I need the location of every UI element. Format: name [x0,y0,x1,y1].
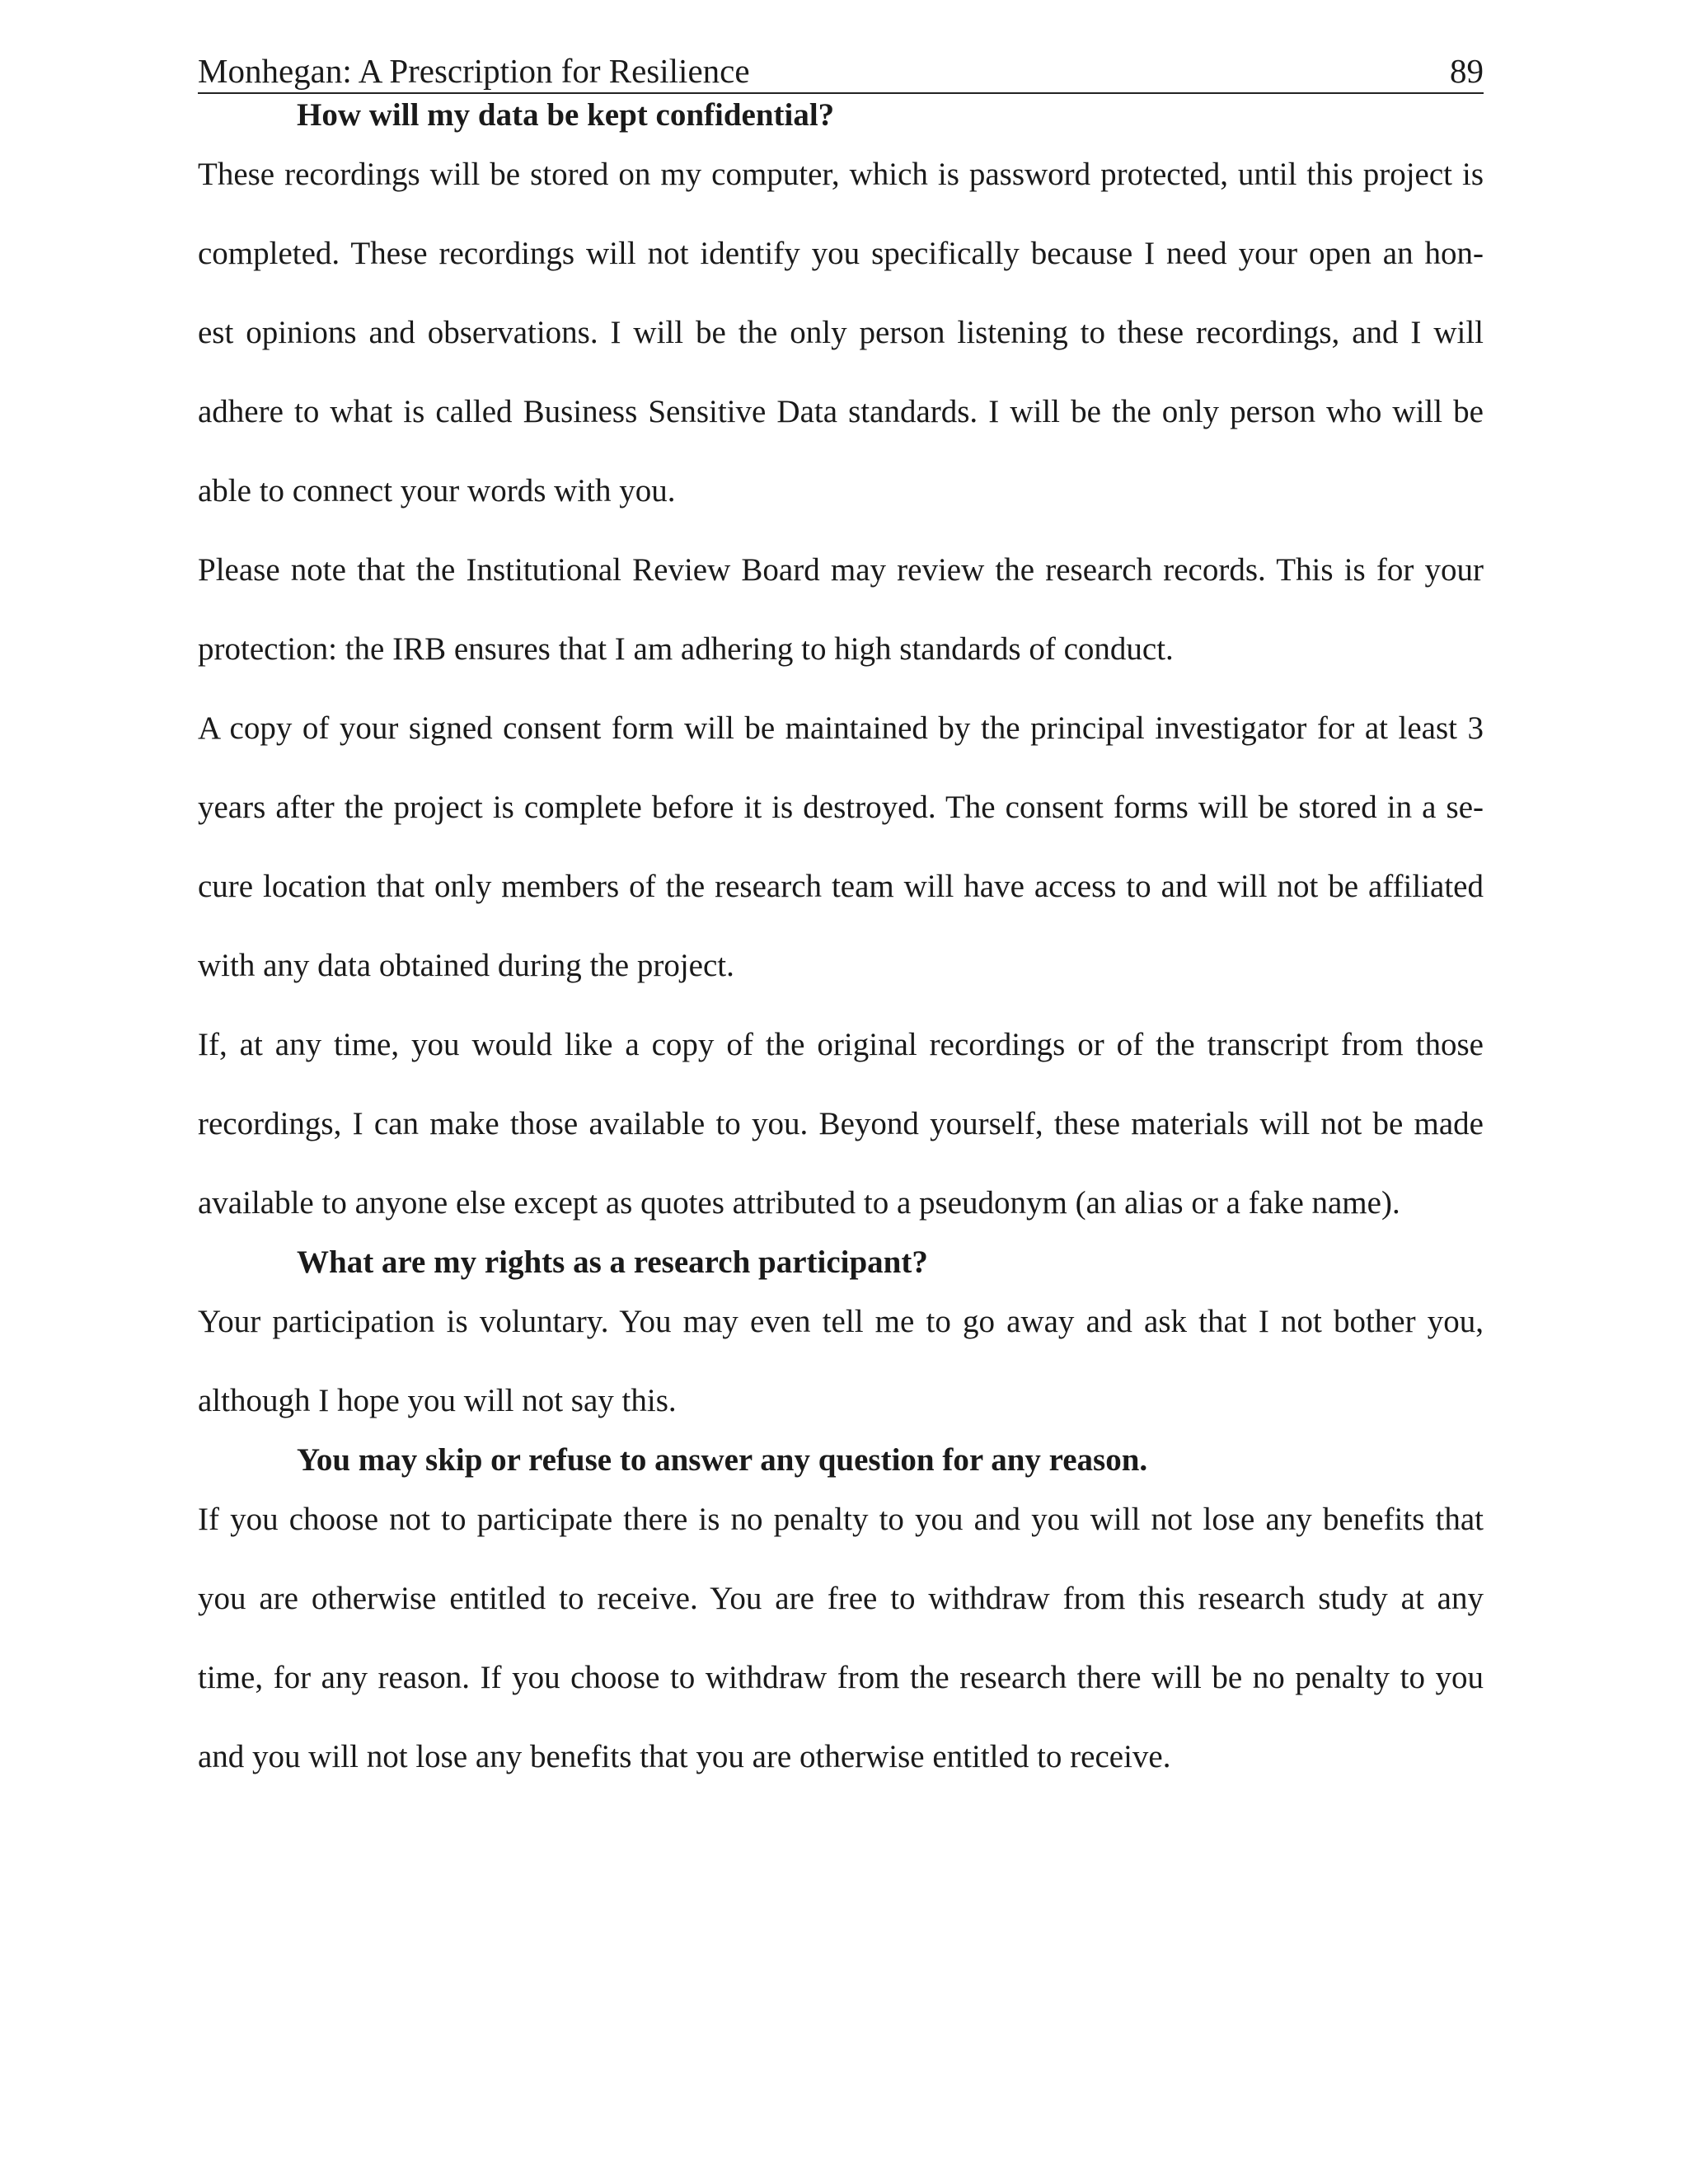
text-line: est opinions and observations. I will be the only person listening to these recordings, and I will [198,315,1484,350]
section-heading-confidential: How will my data be kept confidential? [297,97,835,133]
text-line: Please note that the Institutional Review Board may review the research records. This is for your [198,552,1484,588]
text-line: available to anyone else except as quotes attributed to a pseudonym (an alias or a fake name). [198,1185,1400,1221]
text-line: A copy of your signed consent form will be maintained by the principal investigator for at least 3 [198,710,1484,746]
text-line: years after the project is complete before it is destroyed. The consent forms will be stored in a se- [198,790,1484,825]
text-line: These recordings will be stored on my computer, which is password protected, until this project is [198,157,1484,192]
text-line: If, at any time, you would like a copy of the original recordings or of the transcript from those [198,1027,1484,1062]
section-heading-rights: What are my rights as a research participant? [297,1244,928,1280]
document-page [198,48,1484,1797]
text-line: and you will not lose any benefits that you are otherwise entitled to receive. [198,1739,1171,1774]
text-line: recordings, I can make those available to you. Beyond yourself, these materials will not be made [198,1106,1484,1141]
text-line: you are otherwise entitled to receive. You are free to withdraw from this research study at any [198,1581,1484,1616]
text-line: protection: the IRB ensures that I am adhering to high standards of conduct. [198,631,1174,667]
text-line: cure location that only members of the research team will have access to and will not be affiliated [198,869,1484,904]
paragraph-irb-review [198,531,1484,689]
page-number: 89 [1450,52,1484,90]
paragraph-voluntary-participation [198,1282,1484,1441]
paragraph-consent-form-retention [198,689,1484,1005]
text-line: able to connect your words with you. [198,473,676,509]
section-heading-skip-questions: You may skip or refuse to answer any question for any reason. [297,1442,1148,1478]
running-header [198,48,1484,94]
paragraph-recordings-storage [198,135,1484,531]
text-line: with any data obtained during the project. [198,948,734,983]
running-title: Monhegan: A Prescription for Resilience [198,52,750,90]
paragraph-withdrawal [198,1480,1484,1797]
paragraph-recording-copies [198,1005,1484,1243]
text-line: time, for any reason. If you choose to withdraw from the research there will be no penalty to you [198,1660,1484,1695]
text-line: If you choose not to participate there is no penalty to you and you will not lose any benefits that [198,1502,1484,1537]
text-line: although I hope you will not say this. [198,1383,677,1418]
text-line: completed. These recordings will not identify you specifically because I need your open an hon- [198,236,1484,271]
text-line: Your participation is voluntary. You may even tell me to go away and ask that I not bother you, [198,1304,1484,1339]
text-line: adhere to what is called Business Sensitive Data standards. I will be the only person who will be [198,394,1484,429]
